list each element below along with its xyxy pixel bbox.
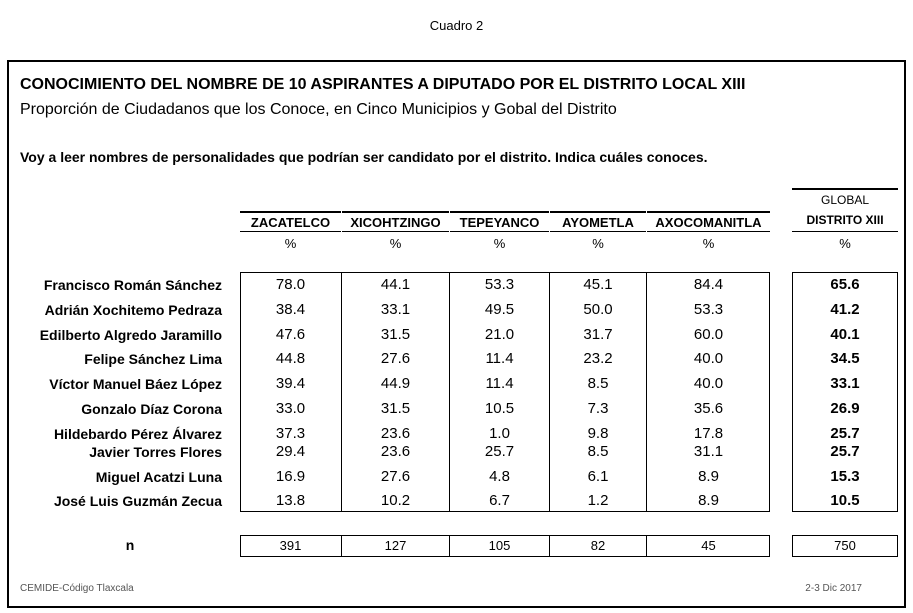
global-cell: 26.9 — [830, 400, 860, 417]
table-cell: 11.4 — [485, 350, 514, 367]
survey-question: Voy a leer nombres de personalidades que podrían ser candidato por el distrito. Indica cuáles conoces. — [20, 149, 708, 165]
table-cell: 9.8 — [587, 425, 609, 442]
global-header-line1: GLOBAL — [820, 193, 870, 207]
table-cell: 31.7 — [583, 326, 613, 343]
unit-label: % — [702, 236, 715, 251]
column-header-axocomanitla: AXOCOMANITLA — [647, 211, 770, 232]
table-cell: 31.5 — [380, 400, 411, 417]
table-cell: 25.7 — [484, 443, 515, 460]
table-cell: 84.4 — [693, 276, 724, 293]
table-cell: 10.2 — [380, 492, 411, 509]
table-cell: 37.3 — [275, 425, 306, 442]
page-subtitle: Proporción de Ciudadanos que los Conoce, en Cinco Municipios y Gobal del Distrito — [20, 101, 617, 118]
table-cell: 6.1 — [587, 468, 609, 485]
row-label: Javier Torres Flores — [89, 444, 222, 460]
unit-label: % — [839, 236, 851, 251]
table-cell: 11.4 — [485, 375, 514, 392]
n-value: 105 — [488, 538, 511, 553]
table-cell: 6.7 — [489, 492, 510, 509]
row-label: Miguel Acatzi Luna — [95, 469, 222, 485]
table-cell: 40.0 — [693, 375, 724, 392]
column-header-tepeyanco: TEPEYANCO — [450, 211, 549, 232]
page-title: CONOCIMIENTO DEL NOMBRE DE 10 ASPIRANTES A DIPUTADO POR EL DISTRITO LOCAL XIII — [20, 76, 746, 93]
column-header-xicohtzingo: XICOHTZINGO — [342, 211, 449, 232]
table-cell: 8.9 — [698, 468, 719, 485]
table-cell: 23.2 — [583, 350, 613, 367]
table-cell: 27.6 — [380, 350, 411, 367]
table-cell: 10.5 — [484, 400, 515, 417]
table-cell: 60.0 — [693, 326, 724, 343]
row-label: José Luis Guzmán Zecua — [53, 493, 222, 509]
n-label: n — [125, 537, 135, 553]
global-cell: 25.7 — [830, 443, 860, 460]
column-header-ayometla: AYOMETLA — [550, 211, 646, 232]
n-value: 391 — [279, 538, 302, 553]
table-cell: 35.6 — [693, 400, 724, 417]
table-cell: 8.9 — [698, 492, 719, 509]
row-label: Hildebardo Pérez Álvarez — [53, 426, 222, 442]
table-cell: 8.5 — [587, 375, 609, 392]
global-header-line2: DISTRITO XIII — [806, 213, 884, 227]
n-value: 82 — [590, 538, 606, 553]
table-cell: 38.4 — [275, 301, 306, 318]
table-cell: 78.0 — [275, 276, 306, 293]
row-label: Felipe Sánchez Lima — [84, 351, 222, 367]
table-cell: 27.6 — [380, 468, 411, 485]
footer-date: 2-3 Dic 2017 — [805, 583, 862, 594]
global-cell: 65.6 — [830, 276, 860, 293]
table-cell: 4.8 — [489, 468, 510, 485]
table-cell: 53.3 — [693, 301, 724, 318]
global-cell: 15.3 — [830, 468, 860, 485]
column-header-global — [792, 188, 898, 232]
table-cell: 33.1 — [380, 301, 411, 318]
footer-source: CEMIDE-Código Tlaxcala — [20, 583, 134, 594]
global-cell: 10.5 — [830, 492, 860, 509]
row-label: Adrián Xochitemo Pedraza — [44, 302, 222, 318]
table-cell: 39.4 — [275, 375, 306, 392]
table-cell: 44.1 — [380, 276, 411, 293]
table-cell: 1.0 — [489, 425, 510, 442]
table-cell: 44.9 — [380, 375, 411, 392]
table-cell: 21.0 — [484, 326, 515, 343]
row-label: Gonzalo Díaz Corona — [81, 401, 222, 417]
global-cell: 33.1 — [830, 375, 860, 392]
row-label: Francisco Román Sánchez — [43, 277, 222, 293]
table-cell: 16.9 — [275, 468, 306, 485]
row-label: Edilberto Algredo Jaramillo — [39, 327, 222, 343]
table-cell: 7.3 — [587, 400, 609, 417]
n-value: 127 — [384, 538, 407, 553]
unit-label: % — [389, 236, 402, 251]
table-cell: 40.0 — [693, 350, 724, 367]
global-cell: 34.5 — [830, 350, 860, 367]
unit-label: % — [284, 236, 297, 251]
table-cell: 49.5 — [484, 301, 515, 318]
table-cell: 53.3 — [484, 276, 515, 293]
unit-label: % — [592, 236, 604, 251]
n-value: 45 — [701, 538, 716, 553]
table-cell: 47.6 — [275, 326, 306, 343]
global-cell: 41.2 — [830, 301, 860, 318]
table-cell: 31.1 — [693, 443, 724, 460]
table-cell: 50.0 — [583, 301, 613, 318]
table-cell: 8.5 — [587, 443, 609, 460]
row-label: Víctor Manuel Báez López — [49, 376, 222, 392]
table-cell: 45.1 — [583, 276, 613, 293]
global-cell: 25.7 — [830, 425, 860, 442]
table-cell: 44.8 — [275, 350, 306, 367]
n-global-value: 750 — [834, 538, 856, 553]
table-cell: 33.0 — [275, 400, 306, 417]
table-cell: 17.8 — [693, 425, 724, 442]
table-cell: 23.6 — [380, 443, 411, 460]
column-header-zacatelco: ZACATELCO — [240, 211, 341, 232]
global-cell: 40.1 — [830, 326, 860, 343]
table-cell: 31.5 — [380, 326, 411, 343]
table-cell: 23.6 — [380, 425, 411, 442]
table-cell: 1.2 — [587, 492, 609, 509]
unit-label: % — [493, 236, 506, 251]
table-cell: 13.8 — [275, 492, 306, 509]
table-cell: 29.4 — [275, 443, 306, 460]
table-caption: Cuadro 2 — [429, 18, 484, 33]
